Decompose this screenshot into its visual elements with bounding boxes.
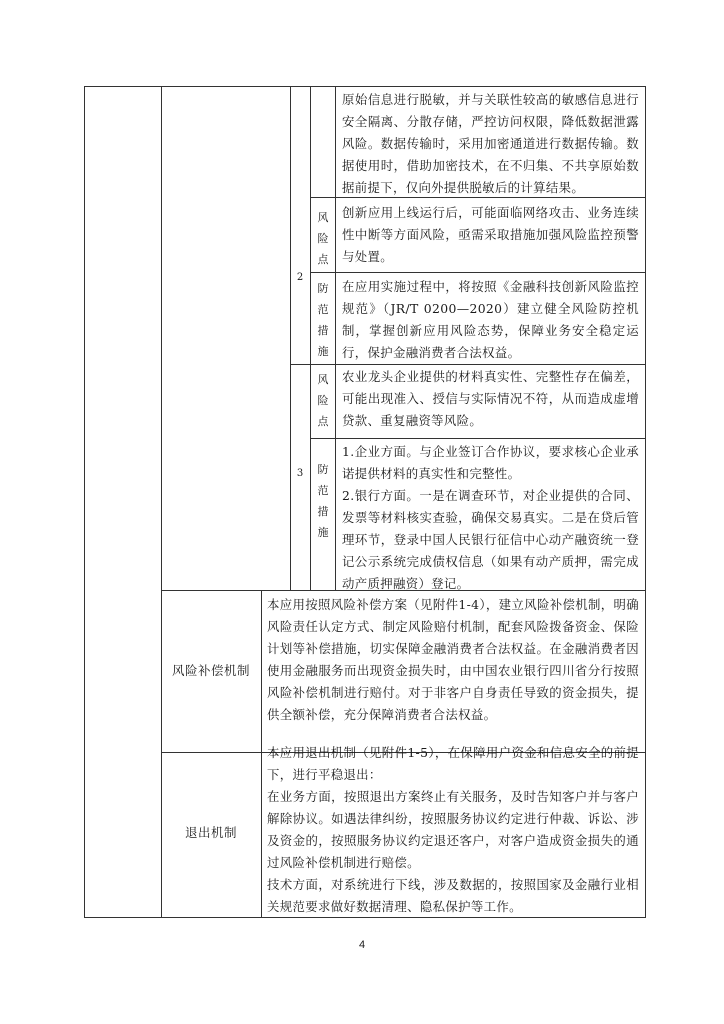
prevention-paragraph: 1.企业方面。与企业签订合作协议，要求核心企业承诺提供材料的真实性和完整性。 <box>342 444 639 481</box>
risk-point-label-3: 风险点 <box>317 373 329 428</box>
row-divider-3 <box>290 364 646 365</box>
col-divider-4 <box>335 86 336 590</box>
data-security-text: 原始信息进行脱敏，并与关联性较高的敏感信息进行安全隔离、分散存储，严控访问权限，降低数据泄露风险。数据传输时，采用加密通道进行数据传输。数据使用时，借助加密技术，在不归集、不共享原始数据前提下，仅向外提供脱敏后的计算结果。 <box>342 92 639 195</box>
exit-paragraph: 本应用退出机制（见附件1-5），在保障用户资金和信息安全的前提下，进行平稳退出： <box>267 745 639 782</box>
risk-point-text-3: 农业龙头企业提供的材料真实性、完整性存在偏差，可能出现准入、授信与实际情况不符，从而造成虚增贷款、重复融资等风险。 <box>342 369 639 428</box>
table-border-right <box>645 86 646 918</box>
risk-compensation-text: 本应用按照风险补偿方案（见附件1-4），建立风险补偿机制，明确风险责任认定方式、制定风险赔付机制，配套风险拨备资金、保险计划等补偿措施，切实保障金融消费者合法权益。在金融消费者因使用金融服务而出现资金损失时，由中国农业银行四川省分行按照风险补偿机制进行赔付。对于非客户自身责任导致的资金损失，提供全额补偿，充分保障消费者合法权益。 <box>267 597 639 722</box>
row-divider-4 <box>310 438 646 439</box>
page-number: 4 <box>358 939 366 951</box>
risk-compensation-label: 风险补偿机制 <box>171 663 250 678</box>
exit-paragraph: 技术方面，对系统进行下线，涉及数据的，按照国家及金融行业相关规范要求做好数据清理、隐私保护等工作。 <box>267 877 639 914</box>
risk-point-text-2: 创新应用上线运行后，可能面临网络攻击、业务连续性中断等方面风险，亟需采取措施加强风险监控预警与处置。 <box>342 205 639 264</box>
row-divider-2 <box>310 272 646 273</box>
prevention-label-3: 防范措施 <box>317 463 329 539</box>
risk-point-label-2: 风险点 <box>317 211 329 266</box>
prevention-label-2: 防范措施 <box>317 282 329 358</box>
exit-paragraph: 在业务方面，按照退出方案终止有关服务，及时告知客户并与客户解除协议。如遇法律纠纷，按照服务协议约定进行仲裁、诉讼、涉及资金的，按照服务协议约定退还客户，对客户造成资金损失的通过风险补偿机制进行赔偿。 <box>267 789 639 870</box>
exit-mechanism-text <box>267 742 639 918</box>
main-table <box>84 86 646 918</box>
item-number-3: 3 <box>296 468 304 479</box>
table-border-left <box>84 86 85 918</box>
prevention-paragraph: 2.银行方面。一是在调查环节，对企业提供的合同、发票等材料核实查验，确保交易真实。二是在贷后管理环节，登录中国人民银行征信中心动产融资统一登记公示系统完成债权信息（如果有动产质押，需完成动产质押融资）登记。 <box>342 488 639 591</box>
col-divider-5 <box>261 590 262 918</box>
prevention-text-2: 在应用实施过程中，将按照《金融科技创新风险监控规范》（JR/T 0200—2020）建立健全风险防控机制，掌握创新应用风险态势，保障业务安全稳定运行，保护金融消费者合法权益。 <box>342 279 639 360</box>
col-divider-2 <box>290 86 291 590</box>
col-divider-1 <box>161 86 162 918</box>
col-divider-3 <box>310 86 311 590</box>
exit-mechanism-label: 退出机制 <box>184 825 237 840</box>
prevention-text-3 <box>342 441 639 595</box>
table-border-top <box>84 86 646 87</box>
item-number-2: 2 <box>296 272 304 283</box>
